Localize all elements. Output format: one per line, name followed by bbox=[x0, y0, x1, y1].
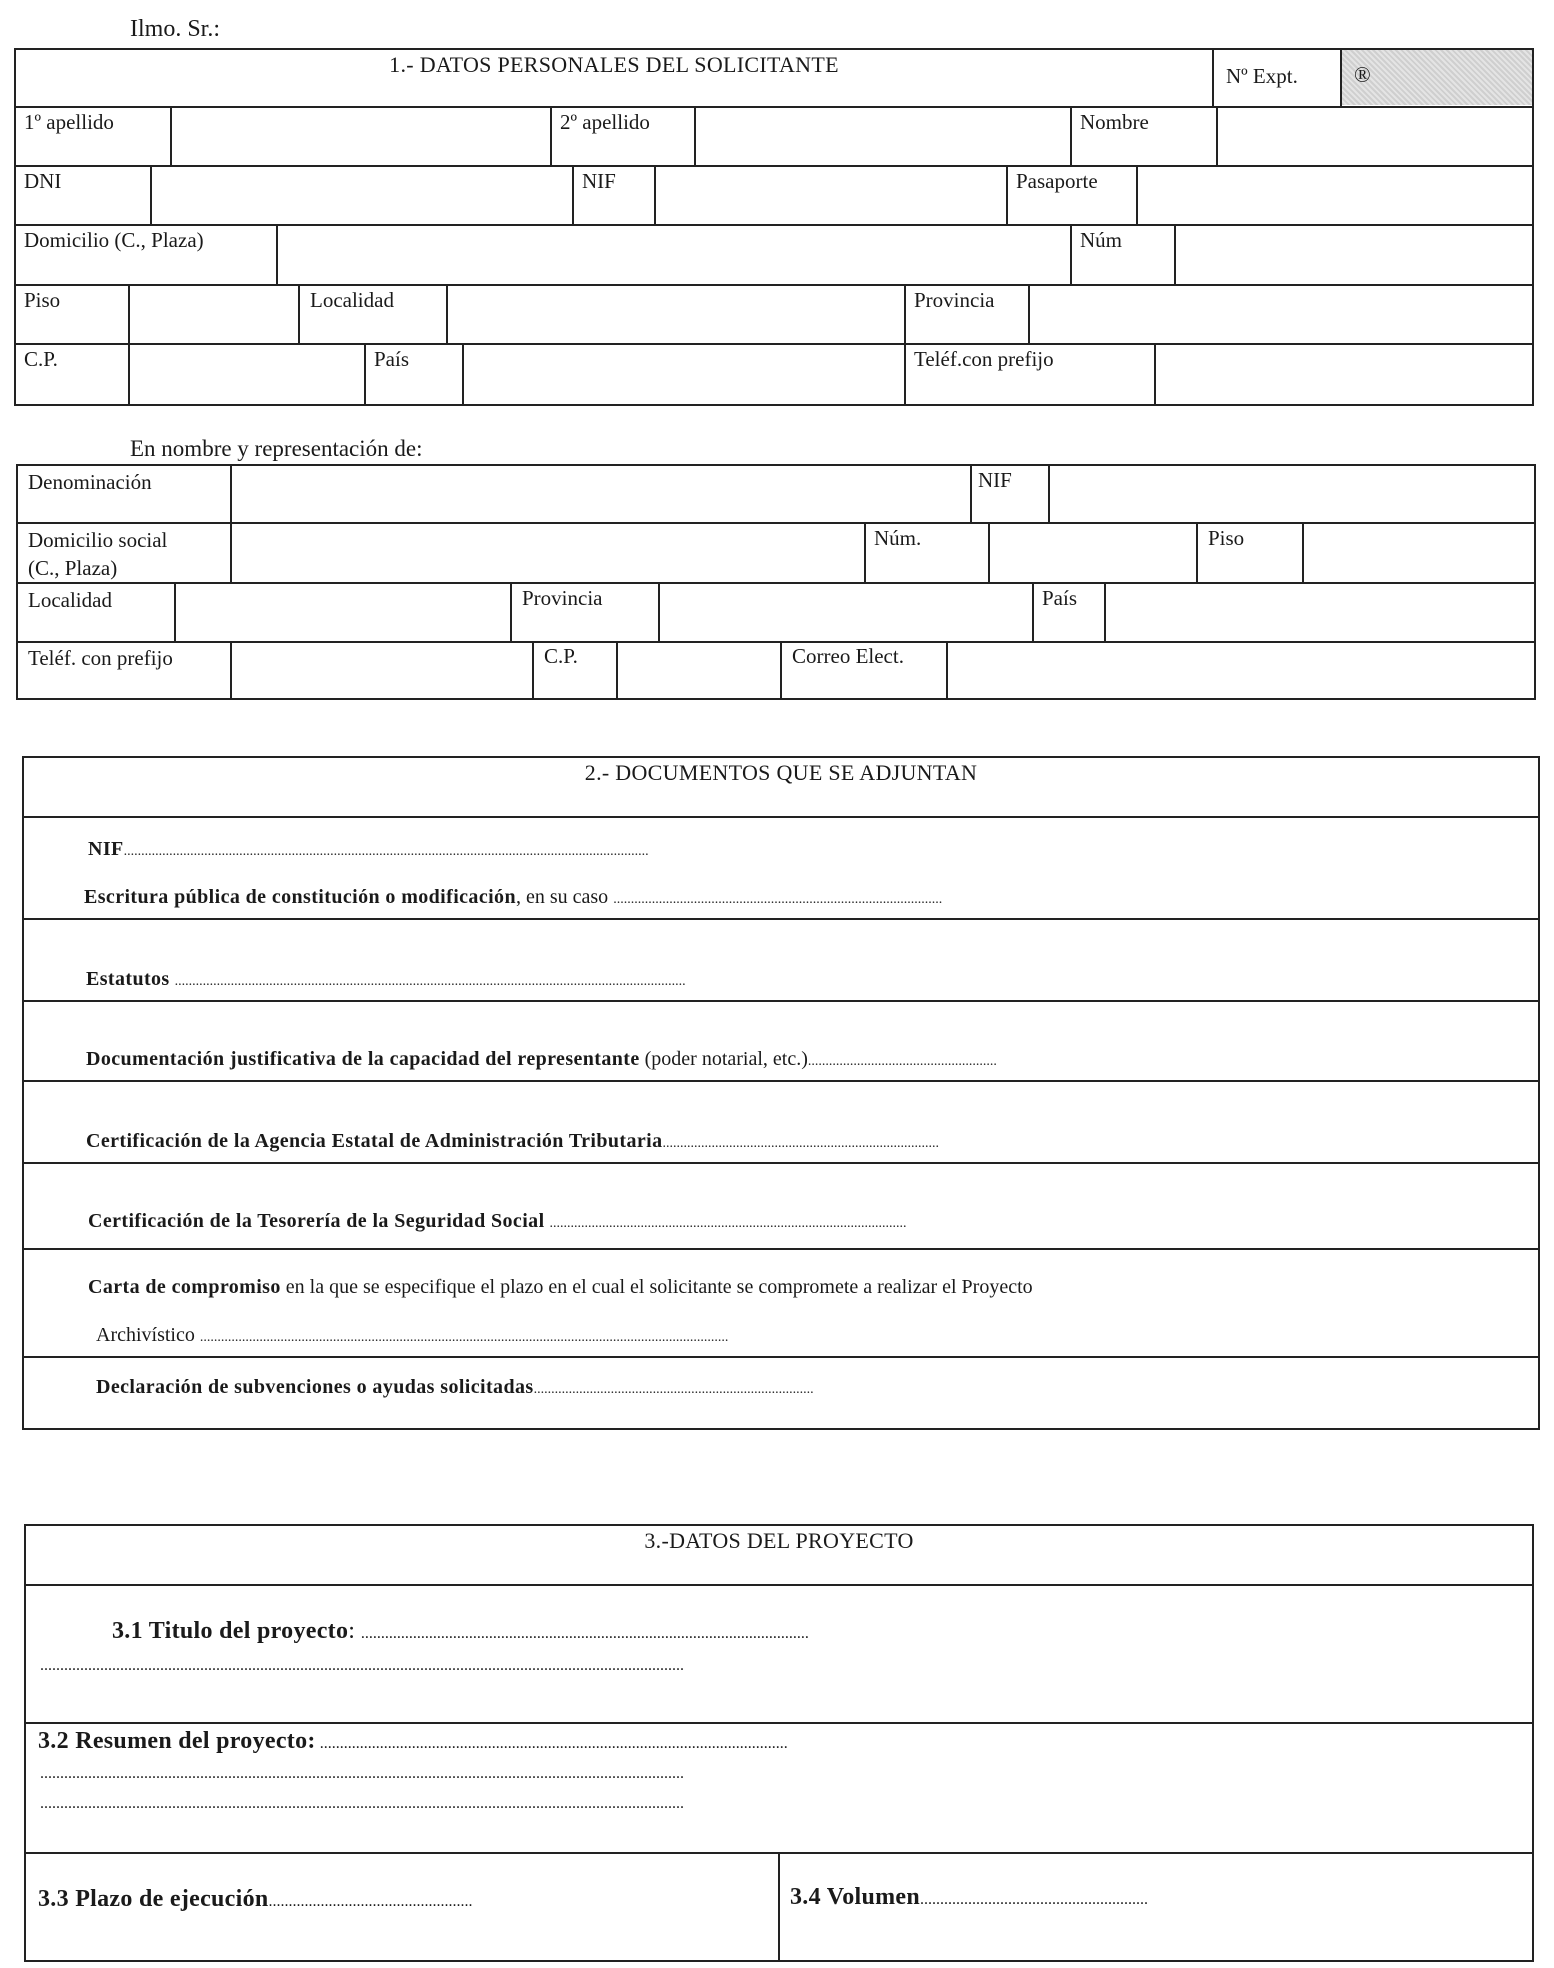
label-num: Núm bbox=[1080, 228, 1122, 252]
doc-item-escritura[interactable] bbox=[84, 886, 942, 909]
section1-title: 1.- DATOS PERSONALES DEL SOLICITANTE bbox=[389, 52, 839, 77]
rep-num-field[interactable] bbox=[990, 524, 1196, 580]
pais-field[interactable] bbox=[464, 345, 902, 404]
label-rep-localidad: Localidad bbox=[28, 588, 112, 612]
plazo-ejecucion-dots: ................................................... bbox=[268, 1893, 473, 1910]
doc-item-aeat[interactable] bbox=[86, 1130, 939, 1153]
label-rep-piso: Piso bbox=[1208, 526, 1245, 550]
domicilio-social-field[interactable] bbox=[232, 524, 864, 580]
label-rep-num: Núm. bbox=[874, 526, 922, 550]
doc-item-nif[interactable] bbox=[88, 838, 649, 861]
doc-item-documentacion[interactable] bbox=[86, 1048, 997, 1071]
volumen-dots: ......................................................... bbox=[920, 1891, 1149, 1908]
plazo-ejecucion-label: 3.3 Plazo de ejecución bbox=[38, 1886, 269, 1912]
titulo-proyecto-colon: : bbox=[348, 1618, 361, 1644]
salutation: Ilmo. Sr.: bbox=[130, 16, 221, 42]
label-rep-pais: País bbox=[1042, 586, 1078, 610]
label-apellido1: 1º apellido bbox=[24, 110, 114, 134]
label-rep-provincia: Provincia bbox=[522, 586, 603, 610]
label-nombre: Nombre bbox=[1080, 110, 1149, 134]
doc-nif-dots: ...................................................................................................................................................... bbox=[123, 844, 649, 859]
doc-carta-line2: Archivístico bbox=[96, 1324, 200, 1346]
rep-telefono-field[interactable] bbox=[232, 643, 532, 698]
provincia-field[interactable] bbox=[1030, 286, 1532, 341]
doc-tesoreria-label: Certificación de la Tesorería de la Seguridad Social bbox=[88, 1210, 545, 1232]
plazo-ejecucion[interactable] bbox=[38, 1886, 473, 1913]
doc-documentacion-dots: ...................................................... bbox=[807, 1054, 997, 1069]
label-pais: País bbox=[374, 347, 410, 371]
resumen-proyecto[interactable] bbox=[38, 1728, 788, 1755]
telefono-field[interactable] bbox=[1156, 345, 1532, 404]
doc-documentacion-label: Documentación justificativa de la capacidad del representante bbox=[86, 1048, 640, 1070]
rep-nif-field[interactable] bbox=[1050, 466, 1534, 520]
titulo-proyecto-label: 3.1 Titulo del proyecto bbox=[112, 1618, 349, 1644]
expt-label: Nº Expt. bbox=[1226, 64, 1298, 88]
doc-tesoreria-dots: ...................................................................................................... bbox=[549, 1216, 907, 1231]
label-localidad: Localidad bbox=[310, 288, 394, 312]
resumen-proyecto-dots1: ..................................................................................................................... bbox=[315, 1735, 788, 1752]
rep-cp-field[interactable] bbox=[618, 643, 780, 698]
volumen-label: 3.4 Volumen bbox=[790, 1884, 921, 1910]
doc-aeat-label: Certificación de la Agencia Estatal de Administración Tributaria bbox=[86, 1130, 663, 1152]
resumen-proyecto-label: 3.2 Resumen del proyecto: bbox=[38, 1728, 316, 1754]
doc-carta-label: Carta de compromiso bbox=[88, 1276, 281, 1298]
doc-carta-dots: ....................................................................................................................................................... bbox=[199, 1330, 729, 1345]
section1-title-cell bbox=[14, 48, 1214, 106]
resumen-proyecto-line2 bbox=[40, 1758, 684, 1785]
label-rep-cp: C.P. bbox=[544, 644, 578, 668]
nif-field[interactable] bbox=[656, 167, 1004, 222]
resumen-proyecto-line3 bbox=[40, 1788, 684, 1815]
volumen[interactable] bbox=[790, 1884, 1148, 1911]
doc-documentacion-normal: (poder notarial, etc.) bbox=[639, 1048, 808, 1070]
denominacion-field[interactable] bbox=[232, 466, 968, 520]
titulo-proyecto[interactable] bbox=[112, 1618, 809, 1645]
label-nif: NIF bbox=[582, 169, 616, 193]
titulo-proyecto-dots1: ................................................................................................................ bbox=[360, 1625, 809, 1642]
registered-mark: ® bbox=[1354, 62, 1371, 87]
doc-escritura-normal: , en su caso bbox=[515, 886, 614, 908]
section2-title: 2.- DOCUMENTOS QUE SE ADJUNTAN bbox=[584, 760, 978, 785]
label-telefono: Teléf.con prefijo bbox=[914, 347, 1054, 371]
label-domicilio-social-1: Domicilio social bbox=[28, 528, 168, 552]
section3-title-cell bbox=[24, 1524, 1534, 1584]
doc-nif-label: NIF bbox=[88, 838, 124, 860]
doc-estatutos-dots: .................................................................................................................................................. bbox=[174, 974, 686, 989]
piso-field[interactable] bbox=[130, 286, 298, 341]
apellido2-field[interactable] bbox=[696, 108, 1068, 163]
label-apellido2: 2º apellido bbox=[560, 110, 650, 134]
resumen-proyecto-dots2: ................................................................................................................................................................. bbox=[40, 1765, 684, 1782]
label-dni: DNI bbox=[24, 169, 62, 193]
titulo-proyecto-dots2: ................................................................................................................................................................. bbox=[40, 1657, 684, 1674]
doc-carta-normal: en la que se especifique el plazo en el cual el solicitante se compromete a realizar el Proyecto bbox=[280, 1276, 1033, 1298]
doc-escritura-dots: .............................................................................................. bbox=[613, 892, 943, 907]
dni-field[interactable] bbox=[152, 167, 570, 222]
doc-item-carta[interactable] bbox=[88, 1276, 1033, 1299]
doc-item-tesoreria[interactable] bbox=[88, 1210, 907, 1233]
domicilio-field[interactable] bbox=[278, 226, 1068, 282]
doc-escritura-label: Escritura pública de constitución o modificación bbox=[84, 886, 516, 908]
label-rep-correo: Correo Elect. bbox=[792, 644, 904, 668]
cp-field[interactable] bbox=[130, 345, 362, 404]
rep-pais-field[interactable] bbox=[1106, 584, 1534, 639]
section3-title: 3.-DATOS DEL PROYECTO bbox=[644, 1528, 914, 1553]
rep-correo-field[interactable] bbox=[948, 643, 1534, 698]
rep-provincia-field[interactable] bbox=[660, 584, 1030, 639]
nombre-field[interactable] bbox=[1218, 108, 1532, 163]
rep-piso-field[interactable] bbox=[1304, 524, 1534, 580]
label-denominacion: Denominación bbox=[28, 470, 152, 494]
label-domicilio-social-2: (C., Plaza) bbox=[28, 556, 118, 580]
label-domicilio: Domicilio (C., Plaza) bbox=[24, 228, 204, 252]
doc-declaracion-dots: ................................................................................ bbox=[533, 1382, 814, 1397]
titulo-proyecto-line2 bbox=[40, 1650, 684, 1677]
resumen-proyecto-dots3: ................................................................................................................................................................. bbox=[40, 1795, 684, 1812]
apellido1-field[interactable] bbox=[172, 108, 548, 163]
label-rep-telefono: Teléf. con prefijo bbox=[28, 646, 173, 670]
doc-item-estatutos[interactable] bbox=[86, 968, 686, 991]
label-provincia: Provincia bbox=[914, 288, 995, 312]
doc-aeat-dots: ............................................................................... bbox=[662, 1136, 939, 1151]
num-field[interactable] bbox=[1176, 226, 1532, 282]
label-pasaporte: Pasaporte bbox=[1016, 169, 1098, 193]
label-piso: Piso bbox=[24, 288, 61, 312]
doc-estatutos-label: Estatutos bbox=[86, 968, 170, 990]
doc-item-carta-line2 bbox=[96, 1324, 728, 1347]
localidad-field[interactable] bbox=[448, 286, 902, 341]
pasaporte-field[interactable] bbox=[1138, 167, 1532, 222]
section2-title-cell bbox=[22, 756, 1540, 816]
doc-item-declaracion[interactable] bbox=[96, 1376, 814, 1399]
doc-declaracion-label: Declaración de subvenciones o ayudas solicitadas bbox=[96, 1376, 534, 1398]
label-cp: C.P. bbox=[24, 347, 58, 371]
representation-heading: En nombre y representación de: bbox=[130, 436, 423, 461]
rep-localidad-field[interactable] bbox=[176, 584, 510, 639]
label-rep-nif: NIF bbox=[978, 468, 1012, 492]
